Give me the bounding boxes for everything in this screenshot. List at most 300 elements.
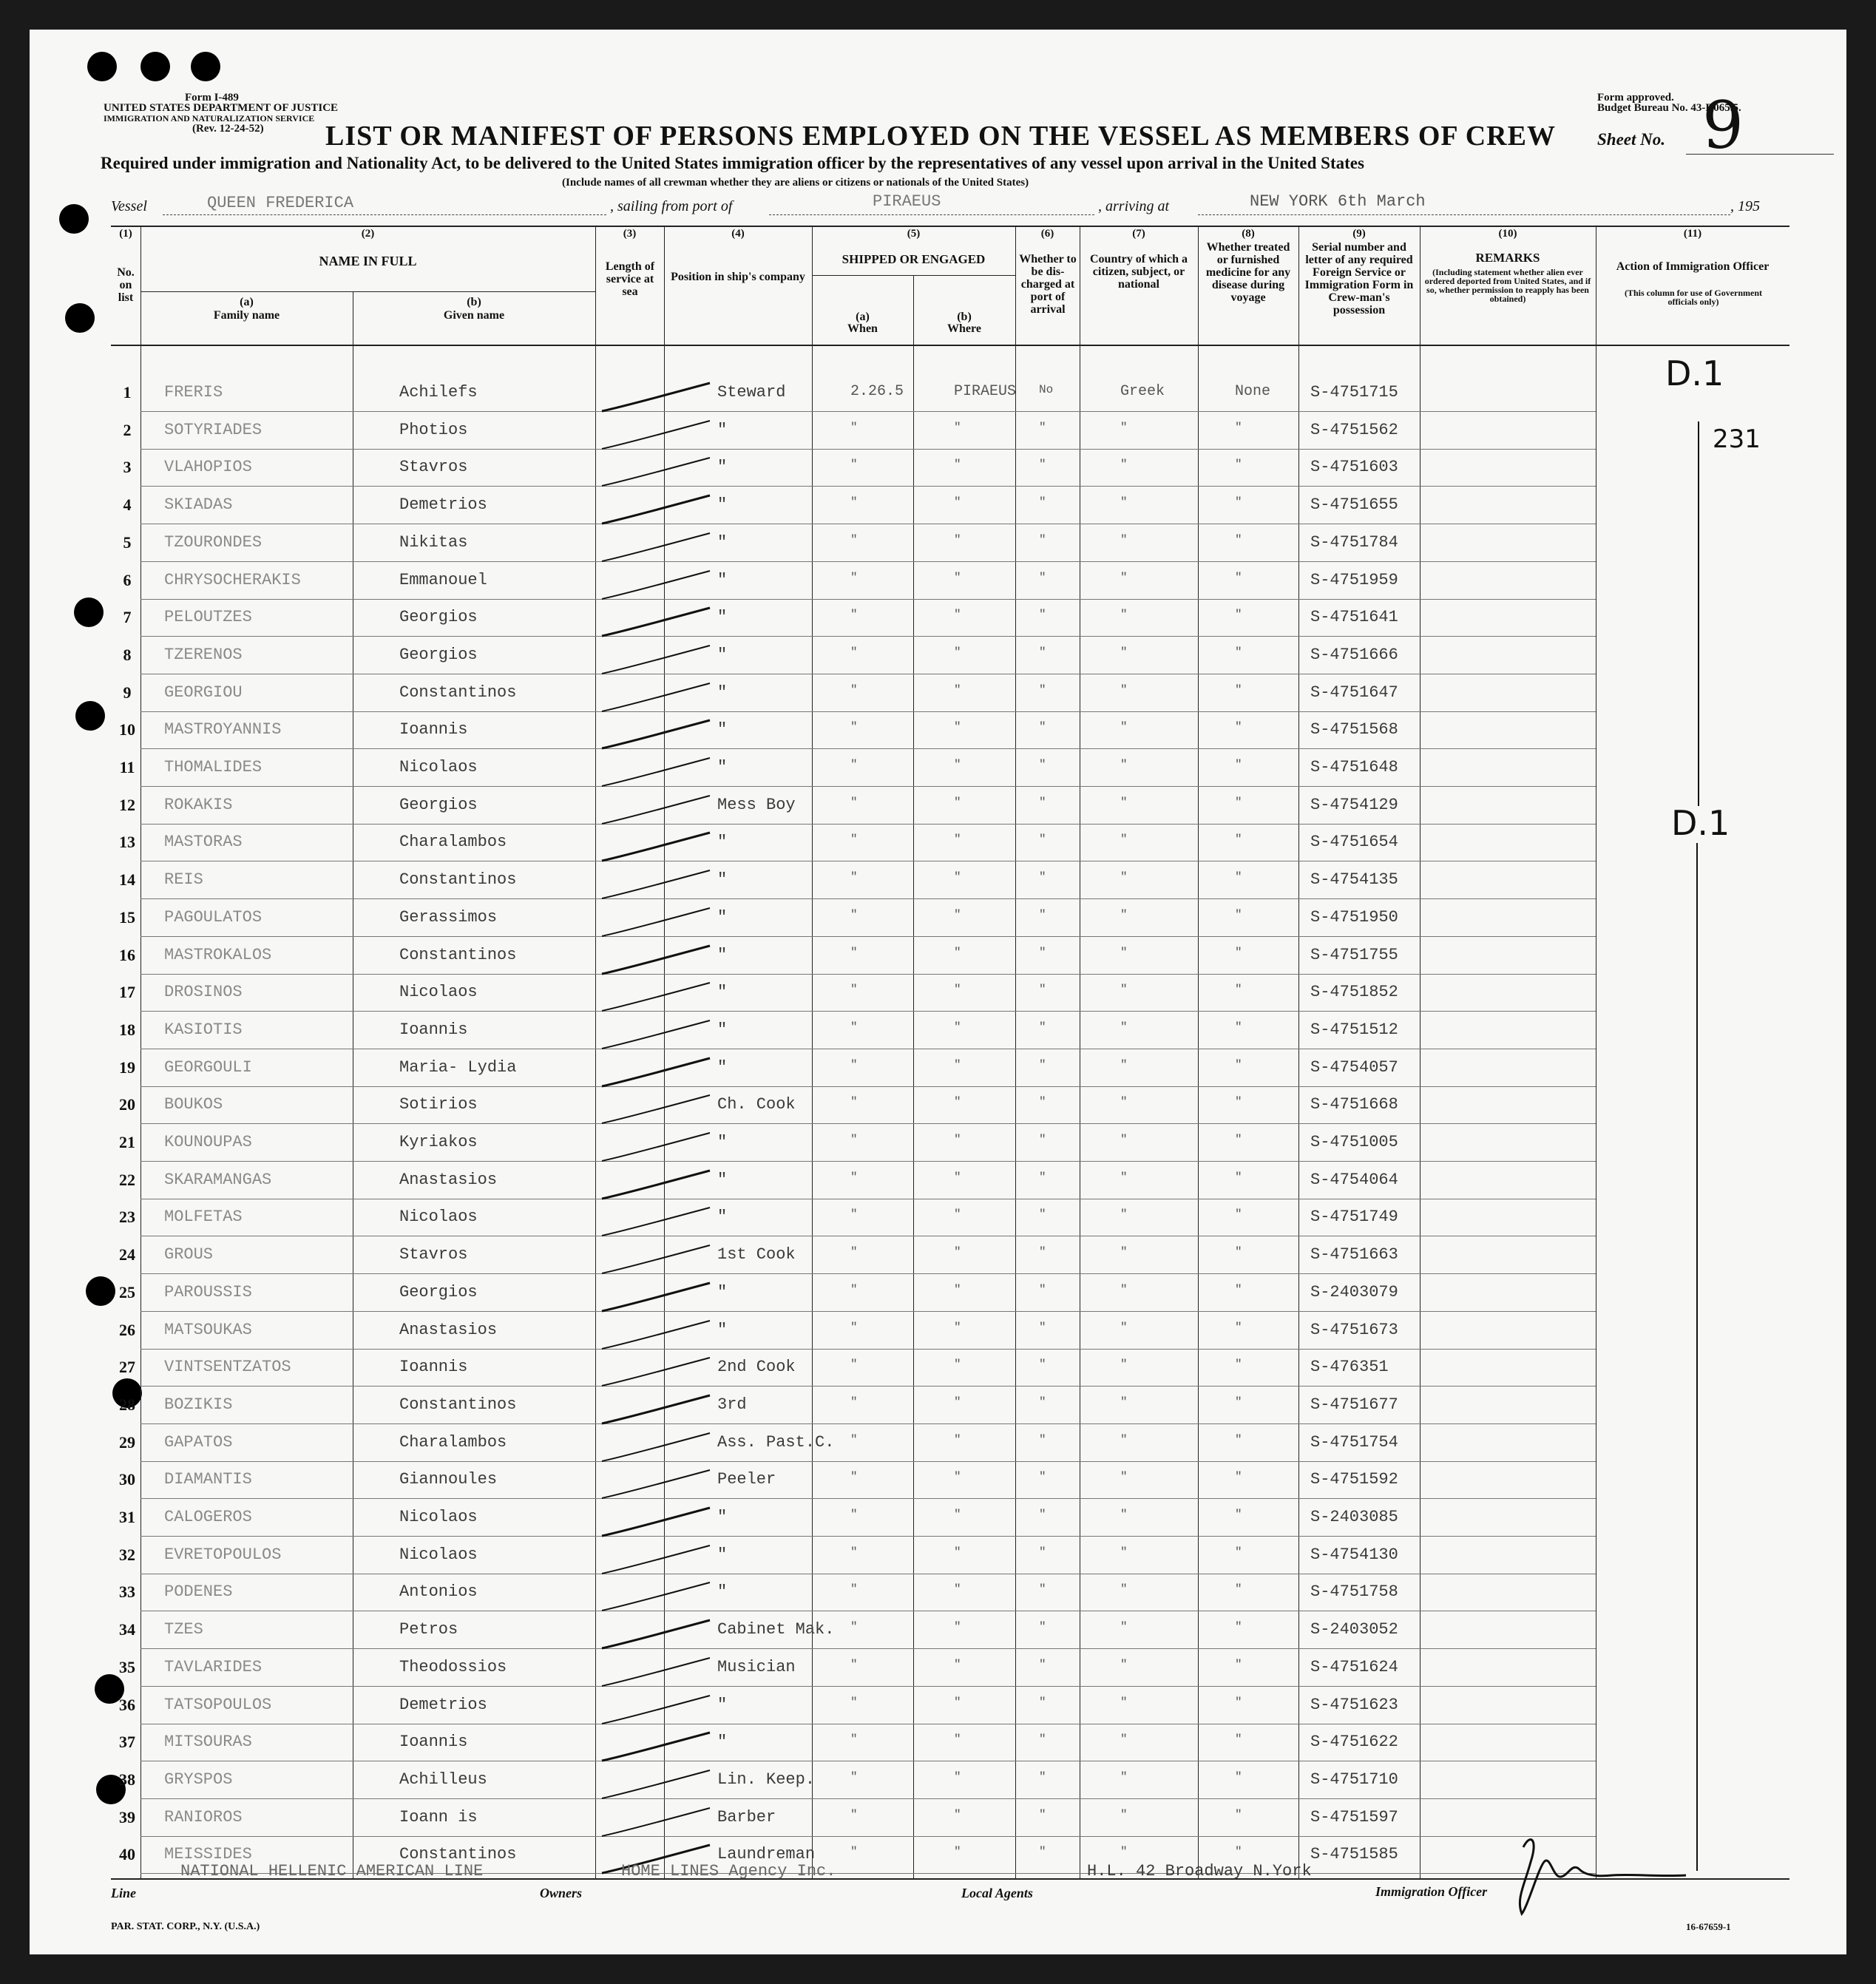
row-number: 18 (119, 1020, 135, 1039)
cell-family: MOLFETAS (164, 1208, 243, 1227)
form-number: Form I-489 (185, 92, 239, 104)
row-number: 30 (119, 1470, 135, 1489)
cell-serial: S-4751654 (1310, 833, 1398, 852)
cell-discharged: " (1039, 1358, 1046, 1372)
row-number: 19 (119, 1057, 135, 1077)
cell-where: " (954, 1057, 961, 1071)
cell-serial: S-4751603 (1310, 458, 1398, 477)
cell-medicine: " (1235, 608, 1242, 622)
agents-value: H.L. 42 Broadway N.York (1087, 1862, 1312, 1880)
cell-where: " (954, 420, 961, 434)
cell-serial: S-4751754 (1310, 1432, 1398, 1452)
cell-given: Demetrios (399, 1695, 487, 1714)
header-where-b: (b) (957, 311, 972, 323)
cell-serial: S-4751641 (1310, 608, 1398, 627)
row-number: 35 (119, 1657, 135, 1676)
cell-discharged: " (1039, 1432, 1046, 1446)
cell-given: Nicolaos (399, 758, 478, 776)
officer-signature (1508, 1818, 1701, 1929)
cell-family: CALOGEROS (164, 1508, 252, 1526)
cell-where: " (954, 1470, 961, 1484)
cell-where: " (954, 458, 961, 472)
cell-where: " (954, 1733, 961, 1747)
cell-position: " (717, 570, 728, 589)
row-number: 38 (119, 1770, 135, 1789)
row-rule (140, 1648, 1596, 1649)
cell-where: " (954, 1020, 961, 1034)
cell-serial: S-2403052 (1310, 1620, 1398, 1639)
name-sub-rule (140, 291, 595, 292)
cell-country: " (1120, 608, 1128, 622)
cell-where: " (954, 1320, 961, 1334)
row-rule (140, 1011, 1596, 1012)
cell-serial: S-4751852 (1310, 983, 1398, 1002)
row-rule (140, 824, 1596, 825)
cell-discharged: " (1039, 1282, 1046, 1296)
cell-where: " (954, 1545, 961, 1559)
cell-when: " (850, 683, 858, 697)
cell-country: " (1120, 1432, 1128, 1446)
owners-value: HOME LINES Agency Inc. (621, 1862, 836, 1880)
cell-where: " (954, 570, 961, 584)
cell-when: " (850, 1770, 858, 1784)
department: UNITED STATES DEPARTMENT OF JUSTICE (104, 102, 339, 114)
row-rule (140, 1461, 1596, 1462)
cell-discharged: " (1039, 1695, 1046, 1709)
cell-country: " (1120, 1807, 1128, 1821)
cell-country: " (1120, 1057, 1128, 1071)
row-number: 8 (123, 645, 132, 664)
cell-family: ROKAKIS (164, 795, 233, 814)
cell-medicine: " (1235, 1245, 1242, 1259)
cell-family: PAGOULATOS (164, 907, 263, 927)
cell-serial: S-4751663 (1310, 1245, 1398, 1264)
cell-family: FRERIS (164, 383, 223, 402)
cell-when: " (850, 1695, 858, 1709)
header-remarks-note: (Including statement whether alien ever ordered deported from United States, and if so, whether permission to reapply has been obtained) (1424, 267, 1591, 304)
row-rule (140, 1349, 1596, 1350)
cell-given: Charalambos (399, 833, 507, 852)
cell-serial: S-4751677 (1310, 1395, 1398, 1414)
cell-medicine: " (1235, 458, 1242, 472)
officer-label: Immigration Officer (1375, 1884, 1488, 1899)
row-rule (140, 1423, 1596, 1424)
cell-serial: S-4751666 (1310, 645, 1398, 664)
cell-discharged: " (1039, 720, 1046, 734)
cell-family: TZOURONDES (164, 532, 263, 552)
cell-discharged: " (1039, 1095, 1046, 1109)
cell-position: " (717, 495, 728, 515)
cell-serial: S-4751568 (1310, 720, 1398, 739)
cell-medicine: " (1235, 1208, 1242, 1222)
cell-serial: S-4754057 (1310, 1057, 1398, 1077)
cell-when: " (850, 1620, 858, 1634)
cell-position: " (717, 420, 728, 439)
row-rule (140, 1273, 1596, 1274)
cell-medicine: " (1235, 570, 1242, 584)
row-number: 27 (119, 1358, 135, 1377)
cell-when: " (850, 1807, 858, 1821)
cell-position: " (717, 1545, 728, 1564)
cell-country: " (1120, 833, 1128, 847)
cell-family: TATSOPOULOS (164, 1695, 272, 1714)
cell-position: 2nd Cook (717, 1358, 796, 1377)
cell-medicine: " (1235, 645, 1242, 659)
cell-given: Gerassimos (399, 907, 498, 927)
cell-position: " (717, 945, 728, 964)
printer-imprint: PAR. STAT. CORP., N.Y. (U.S.A.) (111, 1921, 260, 1932)
cell-given: Georgios (399, 1282, 478, 1301)
cell-when: " (850, 1508, 858, 1521)
cell-when: " (850, 720, 858, 734)
cell-discharged: " (1039, 1845, 1046, 1859)
cell-where: " (954, 532, 961, 546)
cell-medicine: " (1235, 1582, 1242, 1597)
cell-family: GRYSPOS (164, 1770, 233, 1789)
cell-discharged: " (1039, 983, 1046, 997)
cell-discharged: " (1039, 1133, 1046, 1146)
cell-given: Ioannis (399, 1733, 468, 1752)
cell-position: Lin. Keep. (717, 1770, 816, 1789)
cell-medicine: " (1235, 1095, 1242, 1109)
cell-discharged: " (1039, 1508, 1046, 1521)
punch-hole (87, 52, 117, 81)
cell-family: SOTYRIADES (164, 420, 263, 439)
row-number: 32 (119, 1545, 135, 1564)
cell-serial: S-4751647 (1310, 683, 1398, 702)
cell-discharged: " (1039, 1020, 1046, 1034)
row-number: 17 (119, 983, 135, 1002)
cell-country: " (1120, 1020, 1128, 1034)
row-number: 3 (123, 458, 132, 477)
cell-position: " (717, 1057, 728, 1077)
cell-given: Giannoules (399, 1470, 498, 1489)
cell-where: " (954, 945, 961, 959)
sheet-number: 9 (1702, 87, 1744, 163)
cell-country: " (1120, 683, 1128, 697)
page-title: LIST OR MANIFEST OF PERSONS EMPLOYED ON THE VESSEL AS MEMBERS OF CREW (325, 121, 1556, 152)
row-rule (140, 1686, 1596, 1687)
cell-position: " (717, 1133, 728, 1151)
cell-given: Constantinos (399, 1845, 517, 1864)
cell-medicine: " (1235, 495, 1242, 509)
cell-where: " (954, 1508, 961, 1521)
cell-where: " (954, 907, 961, 921)
cell-family: PELOUTZES (164, 608, 252, 627)
cell-position: " (717, 758, 728, 776)
cell-serial: S-4751950 (1310, 907, 1398, 927)
cell-when: " (850, 1320, 858, 1334)
cell-country: " (1120, 1358, 1128, 1372)
cell-given: Georgios (399, 645, 478, 664)
cell-when: " (850, 420, 858, 434)
cell-given: Nicolaos (399, 1208, 478, 1227)
header-when: When (847, 322, 878, 335)
cell-country: " (1120, 1320, 1128, 1334)
col-num-8: (8) (1242, 228, 1255, 240)
cell-discharged: " (1039, 1807, 1046, 1821)
cell-when: " (850, 1020, 858, 1034)
header-length: Length of service at sea (605, 260, 655, 298)
owners-label: Owners (540, 1886, 583, 1900)
cell-when: " (850, 870, 858, 884)
cell-medicine: " (1235, 532, 1242, 546)
cell-country: " (1120, 532, 1128, 546)
cell-position: 1st Cook (717, 1245, 796, 1264)
cell-given: Georgios (399, 608, 478, 627)
include-note: (Include names of all crewman whether they are aliens or citizens or nationals of the United States) (562, 177, 1029, 189)
col-divider (913, 275, 914, 1879)
row-rule (140, 1161, 1596, 1162)
cell-position: " (717, 907, 728, 927)
subtitle: Required under immigration and Nationality Act, to be delivered to the United States immigration officer by the representatives of any vessel upon arrival in the United States (101, 154, 1364, 172)
sailing-label: , sailing from port of (610, 198, 733, 214)
cell-position: " (717, 608, 728, 627)
cell-when: " (850, 795, 858, 809)
header-where: Where (947, 322, 981, 335)
cell-position: " (717, 1282, 728, 1301)
cell-country: " (1120, 1133, 1128, 1146)
cell-discharged: " (1039, 1620, 1046, 1634)
cell-discharged: " (1039, 907, 1046, 921)
punch-hole (86, 1276, 115, 1306)
cell-country: " (1120, 983, 1128, 997)
cell-discharged: " (1039, 458, 1046, 472)
cell-medicine: " (1235, 1620, 1242, 1634)
cell-given: Charalambos (399, 1432, 507, 1452)
line-value: NATIONAL HELLENIC AMERICAN LINE (180, 1862, 484, 1880)
cell-when: " (850, 1470, 858, 1484)
cell-country: " (1120, 1695, 1128, 1709)
cell-country: " (1120, 420, 1128, 434)
header-family-name: Family name (213, 309, 280, 322)
cell-family: KASIOTIS (164, 1020, 243, 1039)
cell-family: TZERENOS (164, 645, 243, 664)
cell-when: " (850, 1057, 858, 1071)
cell-serial: S-4754129 (1310, 795, 1398, 814)
cell-medicine: " (1235, 1395, 1242, 1409)
cell-position: " (717, 1508, 728, 1526)
row-number: 9 (123, 683, 132, 702)
cell-medicine: " (1235, 1545, 1242, 1559)
cell-where: " (954, 1807, 961, 1821)
header-medicine: Whether treated or furnished medicine for any disease during voyage (1205, 241, 1291, 304)
cell-when: 2.26.5 (850, 383, 904, 400)
cell-position: " (717, 645, 728, 664)
cell-medicine: " (1235, 1358, 1242, 1372)
cell-when: " (850, 907, 858, 921)
cell-country: " (1120, 1845, 1128, 1859)
row-rule (140, 786, 1596, 787)
cell-serial: S-4751592 (1310, 1470, 1398, 1489)
cell-family: MASTROYANNIS (164, 720, 282, 739)
cell-medicine: " (1235, 1770, 1242, 1784)
header-action: Action of Immigration Officer (1616, 260, 1770, 273)
cell-family: CHRYSOCHERAKIS (164, 570, 301, 589)
cell-position: Mess Boy (717, 795, 796, 814)
header-name-in-full: NAME IN FULL (319, 254, 417, 268)
cell-discharged: " (1039, 532, 1046, 546)
cell-medicine: " (1235, 1170, 1242, 1184)
cell-position: " (717, 983, 728, 1002)
row-number: 23 (119, 1208, 135, 1227)
cell-medicine: " (1235, 1695, 1242, 1709)
cell-discharged: " (1039, 833, 1046, 847)
cell-when: " (850, 945, 858, 959)
cell-discharged: " (1039, 1545, 1046, 1559)
cell-country: " (1120, 1170, 1128, 1184)
cell-position: " (717, 1208, 728, 1227)
cell-position: Ch. Cook (717, 1095, 796, 1114)
header-action-note: (This column for use of Government officials only) (1624, 288, 1763, 307)
header-given-b: (b) (467, 296, 481, 308)
cell-country: " (1120, 1733, 1128, 1747)
row-number: 36 (119, 1695, 135, 1714)
cell-country: " (1120, 1245, 1128, 1259)
action-mark-d1-lower: D.1 (1671, 803, 1730, 843)
cell-when: " (850, 1545, 858, 1559)
cell-serial: S-4751655 (1310, 495, 1398, 515)
action-count: 231 (1713, 424, 1761, 454)
col-num-6: (6) (1040, 228, 1054, 240)
cell-when: " (850, 458, 858, 472)
action-bracket-line (1696, 843, 1698, 1871)
cell-medicine: " (1235, 1470, 1242, 1484)
cell-country: " (1120, 570, 1128, 584)
port-underline (769, 214, 1094, 215)
cell-when: " (850, 532, 858, 546)
cell-discharged: " (1039, 1057, 1046, 1071)
cell-when: " (850, 1657, 858, 1671)
action-mark-d1-top: D.1 (1665, 353, 1724, 393)
cell-serial: S-4754130 (1310, 1545, 1398, 1564)
cell-serial: S-4751749 (1310, 1208, 1398, 1227)
table-header-bottom (111, 345, 1789, 346)
cell-given: Constantinos (399, 870, 517, 890)
cell-family: MEISSIDES (164, 1845, 252, 1864)
cell-medicine: " (1235, 983, 1242, 997)
cell-given: Achilefs (399, 383, 478, 402)
cell-where: " (954, 1695, 961, 1709)
cell-when: " (850, 1208, 858, 1222)
col-num-3: (3) (623, 228, 637, 240)
cell-given: Sotirios (399, 1095, 478, 1114)
header-shipped: SHIPPED OR ENGAGED (842, 252, 986, 266)
cell-family: RANIOROS (164, 1807, 243, 1826)
cell-where: " (954, 1133, 961, 1146)
cell-position: Laundreman (717, 1845, 816, 1864)
cell-country: " (1120, 870, 1128, 884)
cell-where: " (954, 495, 961, 509)
cell-family: GROUS (164, 1245, 214, 1264)
cell-when: " (850, 1432, 858, 1446)
cell-country: " (1120, 758, 1128, 771)
cell-position: " (717, 1020, 728, 1039)
cell-medicine: " (1235, 1057, 1242, 1071)
cell-given: Stavros (399, 458, 468, 477)
cell-given: Ioannis (399, 1358, 468, 1377)
arriving-label: , arriving at (1098, 198, 1170, 214)
cell-family: GAPATOS (164, 1432, 233, 1452)
cell-position: " (717, 1582, 728, 1602)
header-family-a: (a) (240, 296, 254, 308)
cell-where: " (954, 1282, 961, 1296)
header-serial: Serial number and letter of any required Foreign Service or Immigration Form in Crew-man's possession (1304, 241, 1414, 316)
cell-when: " (850, 1133, 858, 1146)
cell-where: " (954, 683, 961, 697)
cell-discharged: " (1039, 1320, 1046, 1334)
cell-medicine: " (1235, 1508, 1242, 1521)
cell-medicine: " (1235, 907, 1242, 921)
row-number: 40 (119, 1845, 135, 1864)
cell-when: " (850, 983, 858, 997)
header-discharged: Whether to be dis-charged at port of arrival (1019, 253, 1077, 316)
cell-when: " (850, 1282, 858, 1296)
cell-family: BOZIKIS (164, 1395, 233, 1414)
cell-where: " (954, 758, 961, 771)
cell-where: " (954, 1582, 961, 1597)
cell-where: PIRAEUS (954, 383, 1017, 400)
row-rule (140, 1798, 1596, 1799)
cell-discharged: " (1039, 420, 1046, 434)
cell-given: Nikitas (399, 532, 468, 552)
cell-serial: S-4754135 (1310, 870, 1398, 890)
cell-country: " (1120, 1620, 1128, 1634)
cell-given: Nicolaos (399, 1545, 478, 1564)
cell-country: Greek (1120, 383, 1165, 400)
cell-where: " (954, 608, 961, 622)
row-rule (140, 1086, 1596, 1087)
col-divider (1298, 226, 1299, 1879)
cell-given: Constantinos (399, 945, 517, 964)
row-rule (140, 936, 1596, 937)
cell-where: " (954, 1095, 961, 1109)
cell-family: SKIADAS (164, 495, 233, 515)
cell-medicine: " (1235, 758, 1242, 771)
cell-position: Steward (717, 383, 786, 402)
cell-serial: S-2403079 (1310, 1282, 1398, 1301)
cell-when: " (850, 1733, 858, 1747)
cell-serial: S-4751784 (1310, 532, 1398, 552)
row-number: 31 (119, 1508, 135, 1526)
col-num-11: (11) (1683, 228, 1702, 240)
cell-family: PAROUSSIS (164, 1282, 252, 1301)
cell-country: " (1120, 1395, 1128, 1409)
cell-medicine: " (1235, 795, 1242, 809)
vessel-underline (163, 214, 606, 215)
cell-discharged: " (1039, 1770, 1046, 1784)
row-rule (140, 1536, 1596, 1537)
row-rule (140, 561, 1596, 562)
form-code: 16-67659-1 (1686, 1921, 1731, 1932)
header-no-on-list: No. on list (117, 266, 135, 304)
cell-discharged: " (1039, 945, 1046, 959)
cell-where: " (954, 1845, 961, 1859)
arrival-info: NEW YORK 6th March (1250, 192, 1426, 211)
cell-medicine: " (1235, 420, 1242, 434)
cell-position: " (717, 1695, 728, 1714)
cell-when: " (850, 1245, 858, 1259)
cell-country: " (1120, 1470, 1128, 1484)
cell-serial: S-4751715 (1310, 383, 1398, 402)
cell-position: Peeler (717, 1470, 776, 1489)
row-number: 5 (123, 532, 132, 552)
cell-medicine: " (1235, 1733, 1242, 1747)
cell-when: " (850, 1582, 858, 1597)
col-num-4: (4) (731, 228, 745, 240)
cell-position: " (717, 532, 728, 552)
cell-where: " (954, 1245, 961, 1259)
